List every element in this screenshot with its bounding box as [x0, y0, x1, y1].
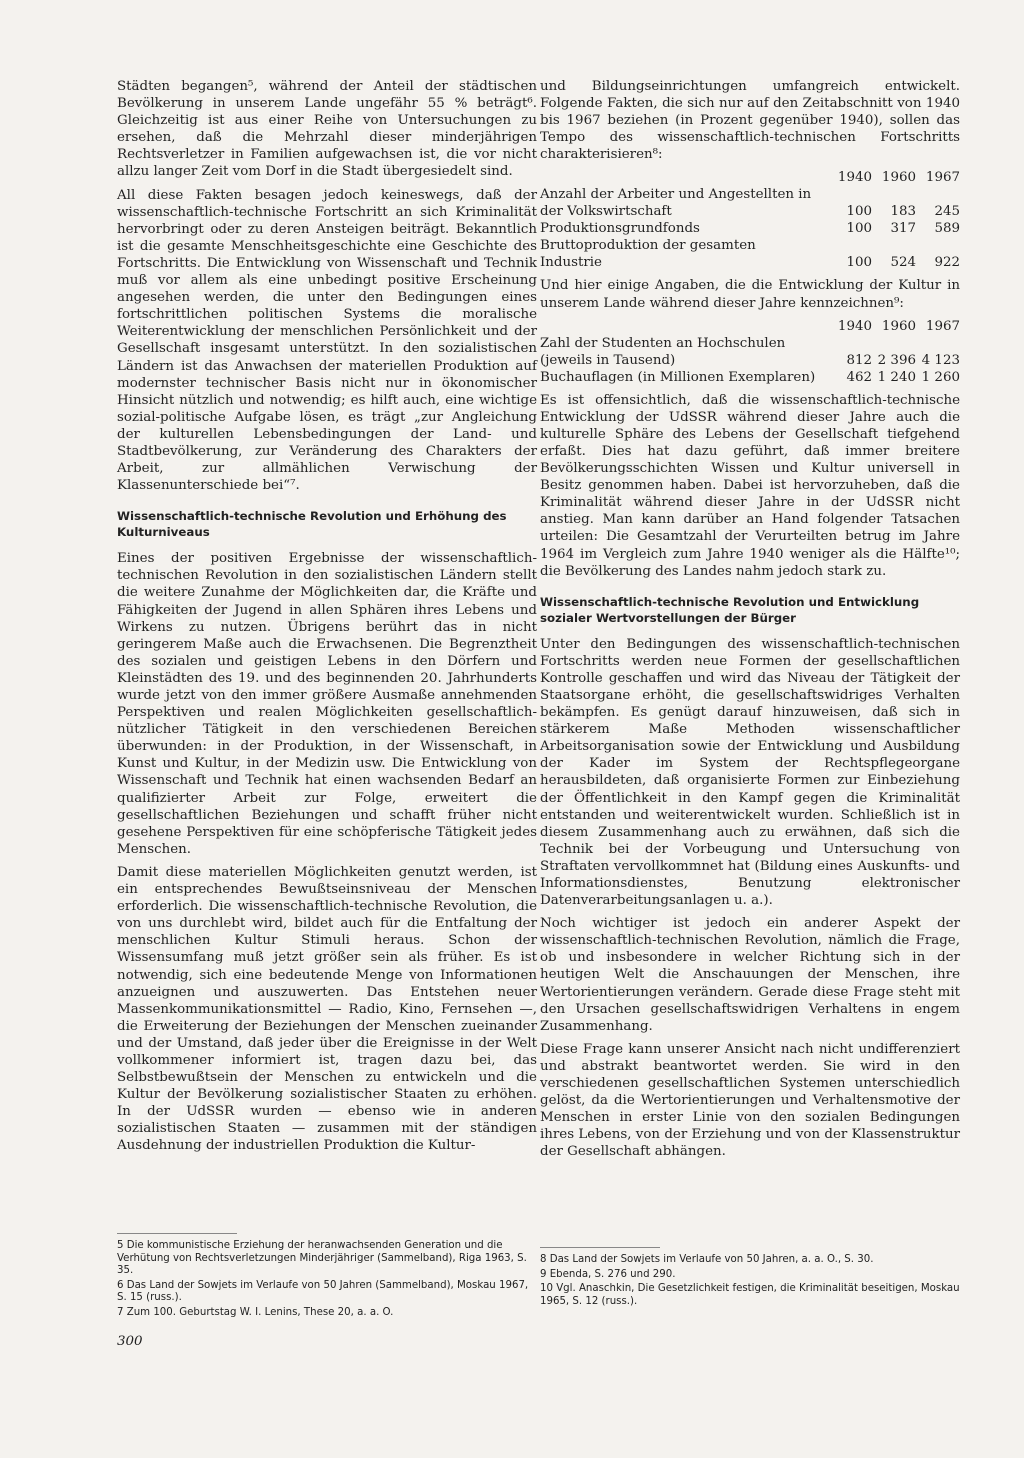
- footnotes-right: [540, 1247, 960, 1310]
- table-header-row: [540, 169, 960, 186]
- table-row: [540, 186, 960, 220]
- cell-value: 100: [846, 255, 872, 271]
- stats-table-culture: [540, 318, 960, 386]
- right-column: [540, 78, 960, 1167]
- row-label: Zahl der Studenten an Hochschulen (jeweils in Tausend): [540, 335, 786, 368]
- table-row: [540, 220, 960, 237]
- row-label: Produktionsgrundfonds: [540, 221, 700, 237]
- cell-value: 2 396: [877, 352, 916, 368]
- footnote: 10 Vgl. Anaschkin, Die Gesetzlichkeit festigen, die Kriminalität beseitigen, Moskau 1965, S. 12 (russ.).: [540, 1283, 960, 1307]
- section-heading: Wissenschaftlich-technische Revolution und Erhöhung des Kulturniveaus: [117, 509, 507, 540]
- year-header: 1940: [837, 170, 872, 186]
- table-row: [540, 237, 960, 271]
- cell-value: 1 260: [921, 369, 960, 385]
- year-header: 1960: [881, 170, 916, 186]
- footnote: 6 Das Land der Sowjets im Verlaufe von 50 Jahren (Sammelband), Moskau 1967, S. 15 (russ.).: [117, 1279, 529, 1304]
- table-row: [540, 335, 960, 369]
- row-label: Anzahl der Arbeiter und Angestellten in der Volkswirtschaft: [540, 187, 812, 220]
- paragraph: Unter den Bedingungen des wissenschaftlich-technischen Fortschritts werden neue Formen der gesellschaftlichen Kontrolle geschaffen und wird das Niveau der Tätigkeit der Staatsorgane erhöht, die gesellschaftswidriges Verhalten bekämpfen. Es genügt darauf hinzuweisen, daß sich in stärkerem Maße Methoden wissenschaftlicher Arbeitsorganisation sowie der Entwicklung und Ausbildung der Kader im System der Rechtspflegeorgane herausbildeten, daß organisierte Formen zur Einbeziehung der Öffentlichkeit in den Kampf gegen die Kriminalität entstanden und weiterentwickelt wurden. Schließlich ist in diesem Zusammenhang auch zu erwähnen, daß sich die Technik bei der Vorbeugung und Untersuchung von Straftaten vervollkommnet hat (Bildung eines Auskunfts- und Informationsdienstes, Benutzung elektronischer Datenverarbeitungsanlagen u. a.).: [540, 636, 960, 909]
- cell-value: 462: [846, 369, 872, 385]
- year-header: 1940: [837, 318, 872, 334]
- stats-table-economy: [540, 169, 960, 271]
- paragraph: und Bildungseinrichtungen umfangreich entwickelt. Folgende Fakten, die sich nur auf den Zeitabschnitt von 1940 bis 1967 beziehen (in Prozent gegenüber 1940), sollen das Tempo des wissenschaftlich-technischen Fortschritts charakterisieren⁸:: [540, 79, 960, 163]
- row-label: Bruttoproduktion der gesamten Industrie: [540, 238, 756, 271]
- footnote-divider: [540, 1247, 660, 1248]
- cell-value: 245: [934, 204, 960, 220]
- paragraph: Es ist offensichtlich, daß die wissenschaftlich-technische Entwicklung der UdSSR während dieser Jahre auch die kulturelle Sphäre des Lebens der Gesellschaft tiefgehend erfaßt. Dies hat dazu geführt, daß immer breitere Bevölkerungsschichten Wissen und Kultur universell in Besitz genommen haben. Dabei ist hervorzuheben, daß die Kriminalität während dieser Jahre in der UdSSR nicht anstieg. Man kann darüber an Hand folgender Tatsachen urteilen: Die Gesamtzahl der Verurteilten betrug im Jahre 1964 im Vergleich zum Jahre 1940 weniger als die Hälfte¹⁰; die Bevölkerung des Landes nahm jedoch stark zu.: [540, 392, 960, 579]
- cell-value: 1 240: [877, 369, 916, 385]
- paragraph: Eines der positiven Ergebnisse der wissenschaftlich-technischen Revolution in den sozialistischen Ländern stellt die weitere Zunahme der Möglichkeiten dar, die Kräfte und Fähigkeiten der Jugend in allen Sphären ihres Lebens und Wirkens zu nutzen. Übrigens berührt das in nicht geringerem Maße auch die Erwachsenen. Die Begrenztheit des sozialen und geistigen Lebens in den Dörfern und Kleinstädten des 19. und des beginnenden 20. Jahrhunderts wurde jetzt von den immer größere Ausmaße annehmenden Perspektiven und realen Möglichkeiten gesellschaftlich-nützlicher Tätigkeit in den verschiedenen Bereichen überwunden: in der Produktion, in der Wissenschaft, in Kunst und Kultur, in der Medizin usw. Die Entwicklung von Wissenschaft und Technik hat einen wachsenden Bedarf an qualifizierter Arbeit zur Folge, erweitert die gesellschaftlichen Beziehungen und schafft früher nicht gesehene Perspektiven für eine schöpferische Tätigkeit jedes Menschen.: [117, 551, 537, 857]
- row-label: Buchauflagen (in Millionen Exemplaren): [540, 369, 816, 385]
- footnote: 9 Ebenda, S. 276 und 290.: [540, 1268, 676, 1280]
- footnote: 7 Zum 100. Geburtstag W. I. Lenins, These 20, a. a. O.: [117, 1306, 394, 1318]
- cell-value: 812: [846, 352, 872, 368]
- cell-value: 317: [890, 221, 916, 237]
- cell-value: 922: [934, 255, 960, 271]
- footnote: 5 Die kommunistische Erziehung der heranwachsenden Generation und die Verhütung von Rechtsverletzungen Minderjähriger (Sammelband), Riga 1963, S. 35.: [117, 1240, 527, 1277]
- page-number: 300: [117, 1334, 143, 1349]
- footnote-divider: [117, 1233, 237, 1234]
- cell-value: 100: [846, 204, 872, 220]
- paragraph: Städten begangen⁵, während der Anteil der städtischen Bevölkerung in unserem Lande ungefähr 55 % beträgt⁶. Gleichzeitig ist aus einer Reihe von Untersuchungen zu ersehen, daß die Mehrzahl dieser minderjährigen Rechtsverletzer in Familien aufgewachsen ist, die vor nicht allzu langer Zeit vom Dorf in die Stadt übergesiedelt sind.: [117, 79, 537, 180]
- cell-value: 100: [846, 221, 872, 237]
- year-header: 1960: [881, 318, 916, 334]
- paragraph: Noch wichtiger ist jedoch ein anderer Aspekt der wissenschaftlich-technischen Revolution, nämlich die Frage, ob und insbesondere in welcher Richtung sich in der heutigen Welt die Anschauungen der Menschen, ihre Wertorientierungen verändern. Gerade diese Frage steht mit den Ursachen gesellschaftswidrigen Verhaltens in engem Zusammenhang.: [540, 916, 960, 1034]
- cell-value: 4 123: [921, 352, 960, 368]
- paragraph: Damit diese materiellen Möglichkeiten genutzt werden, ist ein entsprechendes Bewußtseinsniveau der Menschen erforderlich. Die wissenschaftlich-technische Revolution, die von uns durchlebt wird, bildet auch für die Entfaltung der menschlichen Kultur Stimuli heraus. Schon der Wissensumfang muß jetzt größer sein als früher. Es ist notwendig, sich eine bedeutende Menge von Informationen anzueignen und auszuwerten. Das Entstehen neuer Massenkommunikationsmittel — Radio, Kino, Fernsehen —, die Erweiterung der Beziehungen der Menschen zueinander und der Umstand, daß jeder über die Ereignisse in der Welt vollkommener informiert ist, tragen dazu bei, das Selbstbewußtsein der Menschen zu entwickeln und die Kultur der Bevölkerung sozialistischer Staaten zu erhöhen. In der UdSSR wurden — ebenso wie in anderen sozialistischen Staaten — zusammen mit der ständigen Ausdehnung der industriellen Produktion die Kultur-: [117, 864, 537, 1154]
- section-heading: Wissenschaftlich-technische Revolution und Entwicklung sozialer Wertvorstellungen der Bürger: [540, 594, 920, 625]
- table-header-row: [540, 318, 960, 335]
- paragraph: Und hier einige Angaben, die die Entwicklung der Kultur in unserem Lande während dieser Jahre kennzeichnen⁹:: [540, 278, 960, 311]
- paragraph: All diese Fakten besagen jedoch keineswegs, daß der wissenschaftlich-technische Fortschritt an sich Kriminalität hervorbringt oder zu deren Ansteigen beiträgt. Bekanntlich ist die gesamte Menschheitsgeschichte eine Geschichte des Fortschritts. Die Entwicklung von Wissenschaft und Technik muß vor allem als eine unbedingt positive Erscheinung angesehen werden, die unter den Bedingungen eines fortschrittlichen politischen Systems die moralische Weiterentwicklung der menschlichen Persönlichkeit und der Gesellschaft insgesamt unterstützt. In den sozialistischen Ländern ist das Anwachsen der materiellen Produktion auf modernster technischer Basis nicht nur in ökonomischer Hinsicht nützlich und notwendig; es hilft auch, eine wichtige sozial-politische Aufgabe lösen, es trägt „zur Angleichung der kulturellen Lebensbedingungen der Land- und Stadtbevölkerung, zur Veränderung des Charakters der Arbeit, zur allmählichen Verwischung der Klassenunterschiede bei“⁷.: [117, 187, 537, 494]
- cell-value: 183: [890, 204, 916, 220]
- year-header: 1967: [925, 318, 960, 334]
- table-row: [540, 369, 960, 386]
- footnote: 8 Das Land der Sowjets im Verlaufe von 50 Jahren, a. a. O., S. 30.: [540, 1254, 874, 1265]
- cell-value: 589: [934, 221, 960, 237]
- left-column: [117, 78, 537, 1161]
- year-header: 1967: [925, 170, 960, 186]
- footnotes-left: [117, 1233, 537, 1322]
- paragraph: Diese Frage kann unserer Ansicht nach nicht undifferenziert und abstrakt beantwortet werden. Sie wird in den verschiedenen gesellschaftlichen Systemen unterschiedlich gelöst, da die Wertorientierungen und Verhaltensmotive der Menschen in erster Linie von den sozialen Bedingungen ihres Lebens, von der Erziehung und von der Klassenstruktur der Gesellschaft abhängen.: [540, 1041, 960, 1160]
- cell-value: 524: [890, 255, 916, 271]
